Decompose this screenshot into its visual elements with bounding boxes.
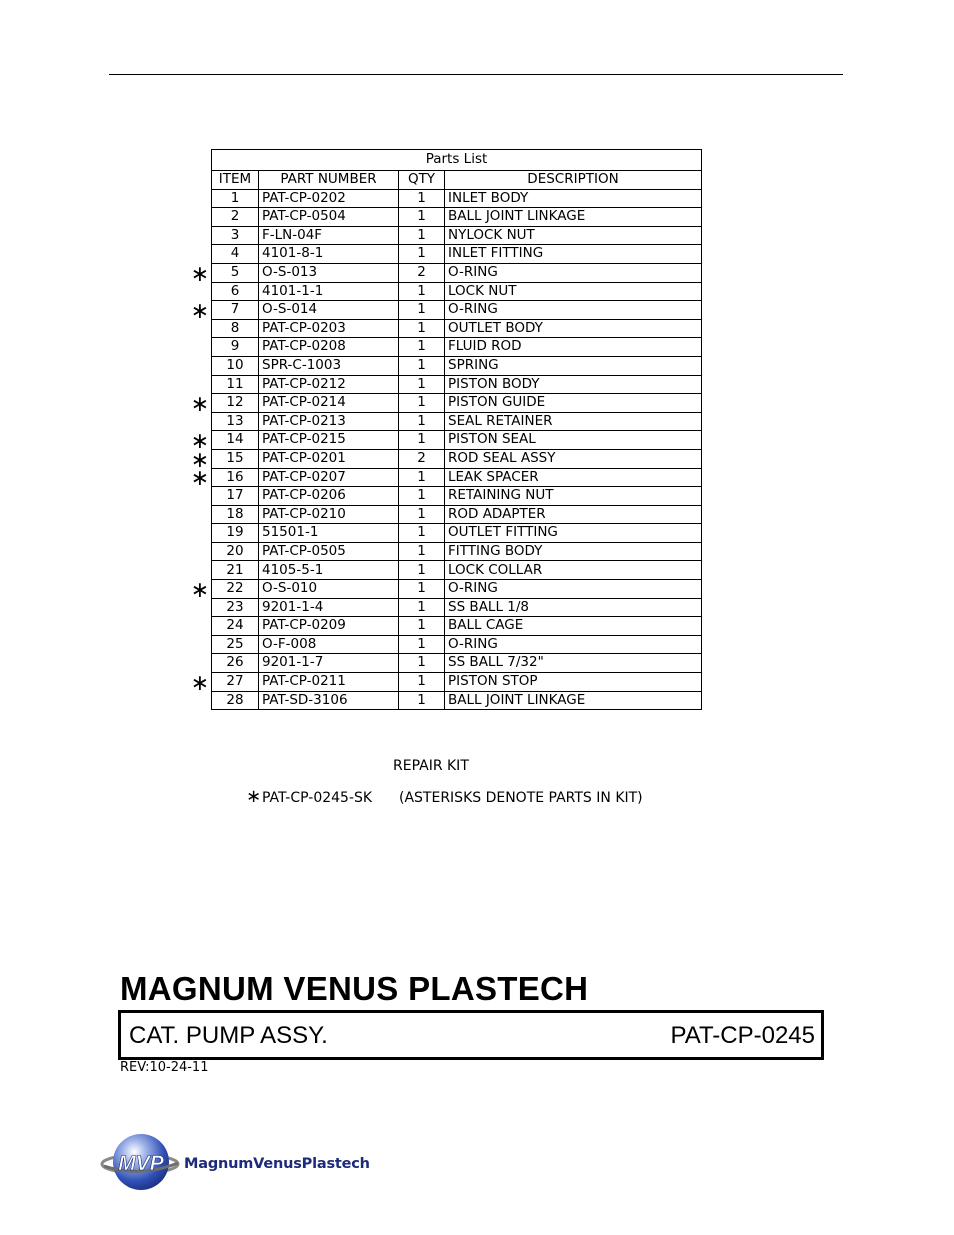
description-cell: O-RING	[445, 301, 702, 320]
item-cell: 15	[212, 449, 259, 468]
table-row	[212, 561, 702, 580]
description-cell: INLET FITTING	[445, 245, 702, 264]
part-number-cell: PAT-CP-0210	[259, 505, 399, 524]
part-number-cell: O-S-014	[259, 301, 399, 320]
table-row	[212, 505, 702, 524]
part-number-cell: PAT-CP-0213	[259, 412, 399, 431]
kit-asterisk: ∗	[190, 447, 210, 473]
table-row	[212, 449, 702, 468]
description-cell: LOCK NUT	[445, 282, 702, 301]
item-cell: 13	[212, 412, 259, 431]
table-row	[212, 412, 702, 431]
item-cell: 7	[212, 301, 259, 320]
kit-asterisk: ∗	[190, 466, 210, 492]
table-row	[212, 691, 702, 710]
revision	[120, 1060, 208, 1075]
table-row	[212, 208, 702, 227]
kit-asterisk: ∗	[190, 391, 210, 417]
kit-asterisk: ∗	[190, 670, 210, 696]
table-row	[212, 654, 702, 673]
qty-cell: 1	[399, 542, 445, 561]
description-cell: PISTON STOP	[445, 673, 702, 692]
description-cell: INLET BODY	[445, 189, 702, 208]
assembly-title: CAT. PUMP ASSY.	[129, 1022, 328, 1049]
description-cell: ROD SEAL ASSY	[445, 449, 702, 468]
header-item: ITEM	[212, 171, 259, 190]
part-number-cell: PAT-CP-0203	[259, 319, 399, 338]
kit-asterisk: ∗	[190, 577, 210, 603]
qty-cell: 1	[399, 561, 445, 580]
item-cell: 27	[212, 673, 259, 692]
description-cell: SS BALL 7/32"	[445, 654, 702, 673]
table-row	[212, 431, 702, 450]
part-number-cell: O-F-008	[259, 635, 399, 654]
qty-cell: 1	[399, 431, 445, 450]
repair-kit-title: REPAIR KIT	[393, 758, 469, 774]
item-cell: 2	[212, 208, 259, 227]
part-number-cell: PAT-CP-0201	[259, 449, 399, 468]
item-cell: 10	[212, 356, 259, 375]
mvp-globe-icon	[100, 1130, 184, 1194]
parts-list-table	[211, 149, 702, 710]
description-cell: SS BALL 1/8	[445, 598, 702, 617]
qty-cell: 1	[399, 654, 445, 673]
table-row	[212, 301, 702, 320]
part-number-cell: PAT-CP-0505	[259, 542, 399, 561]
description-cell: PISTON BODY	[445, 375, 702, 394]
table-row	[212, 673, 702, 692]
table-row	[212, 542, 702, 561]
description-cell: NYLOCK NUT	[445, 226, 702, 245]
part-number-cell: PAT-CP-0211	[259, 673, 399, 692]
qty-cell: 1	[399, 505, 445, 524]
description-cell: OUTLET FITTING	[445, 524, 702, 543]
assembly-part-number: PAT-CP-0245	[670, 1022, 815, 1049]
qty-cell: 1	[399, 301, 445, 320]
mvp-logo	[100, 1130, 400, 1194]
table-row	[212, 189, 702, 208]
description-cell: ROD ADAPTER	[445, 505, 702, 524]
item-cell: 3	[212, 226, 259, 245]
item-cell: 8	[212, 319, 259, 338]
table-row	[212, 394, 702, 413]
qty-cell: 1	[399, 412, 445, 431]
table-row	[212, 635, 702, 654]
header-description: DESCRIPTION	[445, 171, 702, 190]
description-cell: O-RING	[445, 580, 702, 599]
qty-cell: 1	[399, 468, 445, 487]
item-cell: 21	[212, 561, 259, 580]
item-cell: 19	[212, 524, 259, 543]
part-number-cell: PAT-CP-0504	[259, 208, 399, 227]
description-cell: SEAL RETAINER	[445, 412, 702, 431]
description-cell: PISTON GUIDE	[445, 394, 702, 413]
item-cell: 24	[212, 617, 259, 636]
description-cell: BALL JOINT LINKAGE	[445, 691, 702, 710]
table-row	[212, 282, 702, 301]
part-number-cell: F-LN-04F	[259, 226, 399, 245]
header-part-number: PART NUMBER	[259, 171, 399, 190]
table-row	[212, 356, 702, 375]
item-cell: 17	[212, 487, 259, 506]
qty-cell: 2	[399, 263, 445, 282]
table-row	[212, 338, 702, 357]
description-cell: O-RING	[445, 635, 702, 654]
part-number-cell: PAT-CP-0202	[259, 189, 399, 208]
item-cell: 14	[212, 431, 259, 450]
description-cell: LOCK COLLAR	[445, 561, 702, 580]
repair-kit-part-number: PAT-CP-0245-SK	[262, 790, 373, 806]
part-number-cell: 51501-1	[259, 524, 399, 543]
item-cell: 26	[212, 654, 259, 673]
item-cell: 16	[212, 468, 259, 487]
table-row	[212, 245, 702, 264]
header-qty: QTY	[399, 171, 445, 190]
part-number-cell: SPR-C-1003	[259, 356, 399, 375]
item-cell: 4	[212, 245, 259, 264]
description-cell: BALL JOINT LINKAGE	[445, 208, 702, 227]
table-row	[212, 319, 702, 338]
table-row	[212, 598, 702, 617]
kit-asterisk: ∗	[190, 261, 210, 287]
qty-cell: 1	[399, 375, 445, 394]
part-number-cell: PAT-CP-0214	[259, 394, 399, 413]
item-cell: 1	[212, 189, 259, 208]
repair-kit-asterisk: ∗	[246, 786, 262, 807]
qty-cell: 2	[399, 449, 445, 468]
item-cell: 25	[212, 635, 259, 654]
repair-kit-line	[246, 786, 643, 807]
kit-asterisk: ∗	[190, 429, 210, 455]
table-row	[212, 468, 702, 487]
header-rule	[109, 74, 843, 75]
table-row	[212, 263, 702, 282]
item-cell: 18	[212, 505, 259, 524]
part-number-cell: PAT-CP-0209	[259, 617, 399, 636]
qty-cell: 1	[399, 282, 445, 301]
description-cell: FLUID ROD	[445, 338, 702, 357]
part-number-cell: 9201-1-4	[259, 598, 399, 617]
qty-cell: 1	[399, 319, 445, 338]
item-cell: 23	[212, 598, 259, 617]
item-cell: 22	[212, 580, 259, 599]
description-cell: RETAINING NUT	[445, 487, 702, 506]
qty-cell: 1	[399, 617, 445, 636]
qty-cell: 1	[399, 691, 445, 710]
revision-date: 10-24-11	[149, 1060, 209, 1075]
part-number-cell: PAT-CP-0215	[259, 431, 399, 450]
part-number-cell: 4101-1-1	[259, 282, 399, 301]
item-cell: 12	[212, 394, 259, 413]
logo-wordmark: MagnumVenusPlastech	[184, 1156, 370, 1172]
part-number-cell: 4101-8-1	[259, 245, 399, 264]
description-cell: SPRING	[445, 356, 702, 375]
part-number-cell: PAT-CP-0208	[259, 338, 399, 357]
qty-cell: 1	[399, 189, 445, 208]
revision-label: REV:	[120, 1060, 150, 1075]
qty-cell: 1	[399, 356, 445, 375]
qty-cell: 1	[399, 524, 445, 543]
part-number-cell: PAT-CP-0212	[259, 375, 399, 394]
logo-badge: MVP	[118, 1152, 164, 1175]
item-cell: 20	[212, 542, 259, 561]
qty-cell: 1	[399, 673, 445, 692]
description-cell: OUTLET BODY	[445, 319, 702, 338]
part-number-cell: 4105-5-1	[259, 561, 399, 580]
part-number-cell: PAT-SD-3106	[259, 691, 399, 710]
qty-cell: 1	[399, 580, 445, 599]
qty-cell: 1	[399, 226, 445, 245]
item-cell: 11	[212, 375, 259, 394]
qty-cell: 1	[399, 487, 445, 506]
table-row	[212, 487, 702, 506]
part-number-cell: O-S-010	[259, 580, 399, 599]
item-cell: 9	[212, 338, 259, 357]
table-row	[212, 617, 702, 636]
item-cell: 5	[212, 263, 259, 282]
qty-cell: 1	[399, 208, 445, 227]
part-number-cell: PAT-CP-0206	[259, 487, 399, 506]
item-cell: 28	[212, 691, 259, 710]
qty-cell: 1	[399, 635, 445, 654]
qty-cell: 1	[399, 394, 445, 413]
table-row	[212, 580, 702, 599]
kit-asterisk: ∗	[190, 298, 210, 324]
description-cell: O-RING	[445, 263, 702, 282]
description-cell: FITTING BODY	[445, 542, 702, 561]
part-number-cell: 9201-1-7	[259, 654, 399, 673]
table-row	[212, 375, 702, 394]
qty-cell: 1	[399, 598, 445, 617]
table-row	[212, 226, 702, 245]
parts-list-caption: Parts List	[212, 150, 702, 171]
item-cell: 6	[212, 282, 259, 301]
repair-kit-note: (ASTERISKS DENOTE PARTS IN KIT)	[399, 790, 643, 806]
title-block	[118, 1010, 824, 1060]
description-cell: LEAK SPACER	[445, 468, 702, 487]
table-row	[212, 524, 702, 543]
part-number-cell: PAT-CP-0207	[259, 468, 399, 487]
company-name: MAGNUM VENUS PLASTECH	[120, 970, 589, 1007]
description-cell: BALL CAGE	[445, 617, 702, 636]
qty-cell: 1	[399, 245, 445, 264]
qty-cell: 1	[399, 338, 445, 357]
description-cell: PISTON SEAL	[445, 431, 702, 450]
part-number-cell: O-S-013	[259, 263, 399, 282]
